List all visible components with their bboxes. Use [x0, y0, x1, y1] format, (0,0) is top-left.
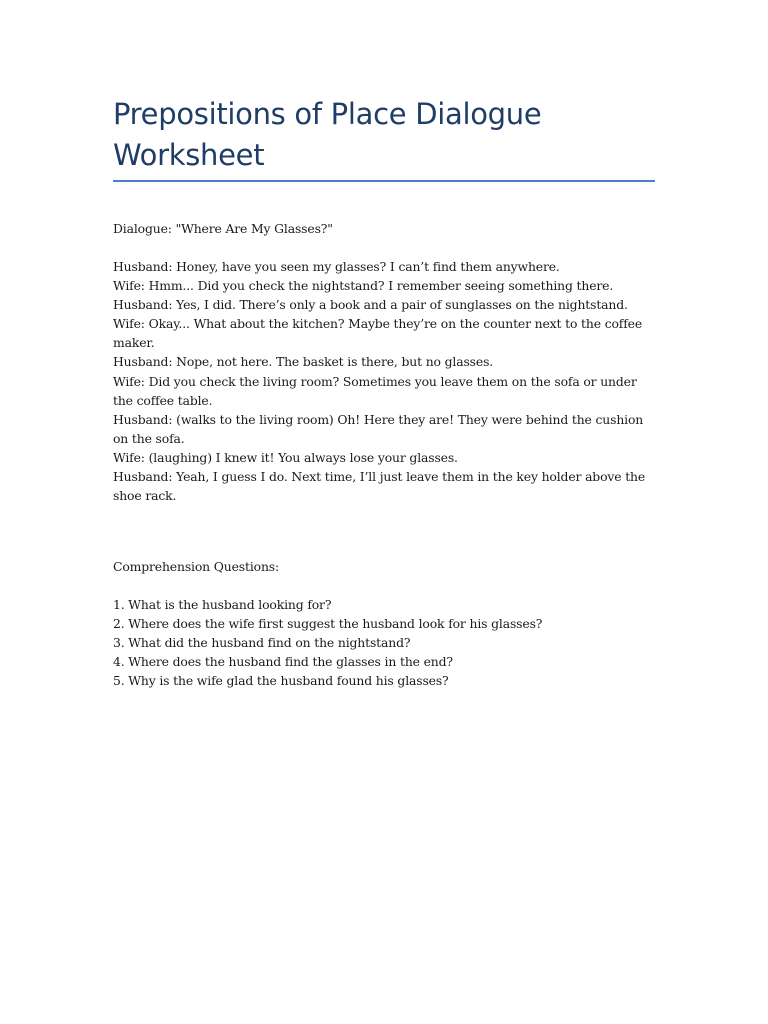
dialogue-line: Wife: Hmm... Did you check the nightstand? I remember seeing something there.: [113, 278, 614, 294]
questions-list: [113, 595, 655, 690]
dialogue-line: Wife: (laughing) I knew it! You always lose your glasses.: [113, 449, 458, 465]
dialogue-line: Husband: Nope, not here. The basket is there, but no glasses.: [113, 354, 494, 370]
question-item: 2. Where does the wife first suggest the husband look for his glasses?: [113, 616, 543, 632]
dialogue-line: Husband: Yeah, I guess I do. Next time, I’ll just leave them in the key holder above the shoe rack.: [113, 469, 646, 504]
question-item: 5. Why is the wife glad the husband found his glasses?: [113, 673, 449, 689]
dialogue-line: Husband: Honey, have you seen my glasses? I can’t find them anywhere.: [113, 259, 560, 274]
title-underline: [113, 180, 655, 182]
dialogue-line: Husband: Yes, I did. There’s only a book and a pair of sunglasses on the nightstand.: [113, 297, 628, 313]
question-item: 1. What is the husband looking for?: [113, 597, 332, 612]
question-item: 3. What did the husband find on the nightstand?: [113, 635, 411, 651]
questions-heading: Comprehension Questions:: [113, 559, 280, 574]
question-item: 4. Where does the husband find the glasses in the end?: [113, 654, 453, 670]
dialogue-line: Wife: Okay... What about the kitchen? Maybe they’re on the counter next to the coffee maker.: [113, 316, 643, 351]
dialogue-lines: [113, 257, 655, 505]
dialogue-line: Husband: (walks to the living room) Oh! Here they are! They were behind the cushion on the sofa.: [113, 411, 644, 446]
page-title: Prepositions of Place Dialogue Worksheet: [113, 97, 542, 172]
dialogue-line: Wife: Did you check the living room? Sometimes you leave them on the sofa or under the coffee table.: [113, 373, 637, 408]
dialogue-title: Dialogue: "Where Are My Glasses?": [113, 221, 333, 236]
